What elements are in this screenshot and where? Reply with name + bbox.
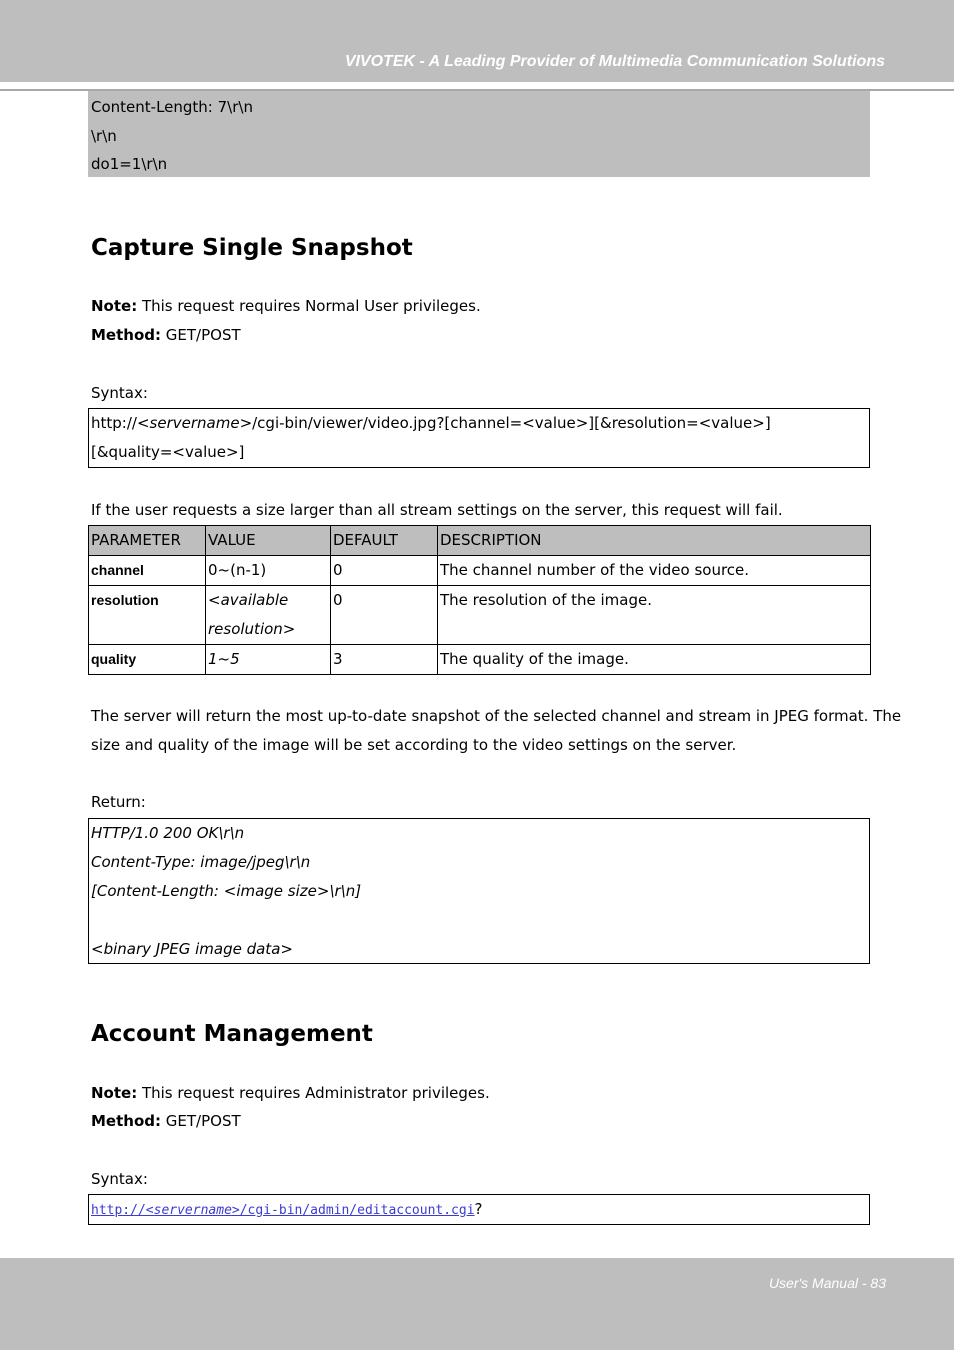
method-label: Method:	[91, 326, 161, 344]
param-value-line: <available	[208, 591, 289, 609]
column-header: DESCRIPTION	[438, 526, 871, 556]
param-default: 0	[331, 586, 438, 645]
param-description: The quality of the image.	[438, 645, 871, 675]
param-value: 0~(n-1)	[206, 556, 331, 586]
method-text: GET/POST	[161, 1112, 241, 1130]
note-text: This request requires Normal User privileges.	[137, 297, 481, 315]
return-line: Content-Type: image/jpeg\r\n	[91, 853, 311, 871]
syntax-line	[91, 1195, 867, 1225]
return-line: HTTP/1.0 200 OK\r\n	[91, 824, 245, 842]
table-header-row	[89, 526, 871, 556]
note-label: Note:	[91, 1084, 138, 1102]
column-header: VALUE	[206, 526, 331, 556]
link-part: http://<	[91, 1203, 154, 1218]
paragraph-line: The server will return the most up-to-date snapshot of the selected channel and stream in JPEG format. The	[91, 707, 902, 725]
return-line	[91, 906, 867, 935]
syntax-part: >/cgi-bin/viewer/video.jpg?[channel=<value>][&resolution=<value>]	[239, 414, 771, 432]
param-value	[206, 586, 331, 645]
syntax-box	[88, 408, 870, 468]
code-block-continuation	[88, 91, 870, 177]
return-line: [Content-Length: <image size>\r\n]	[91, 882, 362, 900]
return-box	[88, 818, 870, 964]
syntax-servername: servername	[149, 414, 240, 432]
page-number: User's Manual - 83	[768, 1275, 886, 1291]
param-default: 0	[331, 556, 438, 586]
code-line: \r\n	[91, 126, 117, 145]
syntax-line: [&quality=<value>]	[91, 443, 245, 461]
parameter-table	[88, 525, 871, 675]
note-text: This request requires Administrator privileges.	[137, 1084, 490, 1102]
fail-note: If the user requests a size larger than all stream settings on the server, this request will fail.	[91, 501, 783, 519]
param-name: resolution	[89, 586, 206, 645]
table-row	[89, 556, 871, 586]
param-description: The resolution of the image.	[438, 586, 871, 645]
note-line	[91, 292, 481, 321]
table-row	[89, 645, 871, 675]
syntax-label: Syntax:	[91, 384, 148, 402]
link-servername: servername	[153, 1203, 232, 1218]
syntax-label: Syntax:	[91, 1170, 148, 1188]
section-heading-snapshot: Capture Single Snapshot	[91, 235, 413, 261]
syntax-part: http://<	[91, 414, 150, 432]
note-label: Note:	[91, 297, 138, 315]
link-part: >/cgi-bin/admin/editaccount.cgi	[231, 1203, 475, 1218]
param-name: channel	[89, 556, 206, 586]
section-heading-account: Account Management	[91, 1021, 373, 1047]
code-line: Content-Length: 7\r\n	[91, 98, 253, 116]
paragraph-line: size and quality of the image will be set according to the video settings on the server.	[91, 736, 737, 754]
note-line	[91, 1079, 490, 1108]
footer-band	[0, 1258, 954, 1350]
link-suffix: ?	[474, 1200, 483, 1218]
method-line	[91, 1107, 241, 1136]
header-title: VIVOTEK - A Leading Provider of Multimedia Communication Solutions	[344, 53, 885, 70]
column-header: DEFAULT	[331, 526, 438, 556]
return-label: Return:	[91, 793, 146, 811]
param-name: quality	[89, 645, 206, 675]
return-line: <binary JPEG image data>	[91, 940, 293, 958]
method-line	[91, 321, 241, 350]
syntax-line	[91, 409, 867, 438]
table-row	[89, 586, 871, 645]
param-value-line: resolution>	[208, 620, 296, 638]
param-default: 3	[331, 645, 438, 675]
method-text: GET/POST	[161, 326, 241, 344]
param-description: The channel number of the video source.	[438, 556, 871, 586]
editaccount-link[interactable]	[91, 1203, 475, 1218]
syntax-box	[88, 1194, 870, 1225]
code-line: do1=1\r\n	[91, 155, 168, 173]
column-header: PARAMETER	[89, 526, 206, 556]
method-label: Method:	[91, 1112, 161, 1130]
param-value: 1~5	[206, 645, 331, 675]
